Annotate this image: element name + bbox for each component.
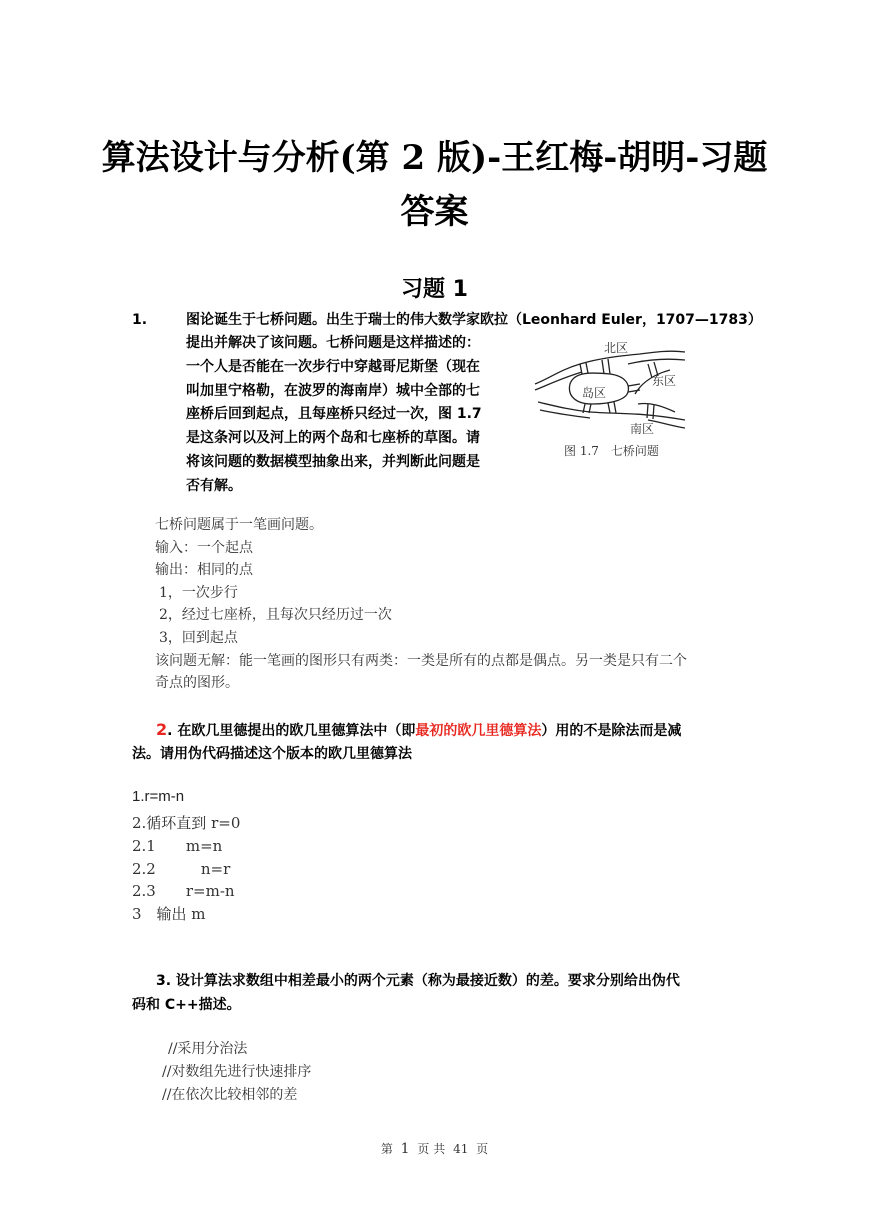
answer-line: 奇点的图形。	[155, 675, 239, 692]
figure-label-east: 东区	[652, 374, 677, 388]
q1-line: 叫加里宁格勒，在波罗的海南岸）城中全部的七	[186, 382, 480, 399]
footer-suffix: 页	[476, 1142, 489, 1156]
figure-label-south: 南区	[630, 422, 655, 436]
code-line-6: 3 输出 m	[132, 905, 206, 923]
footer-page-number: 1	[400, 1141, 410, 1157]
answer-line: 输出：相同的点	[155, 562, 253, 579]
document-title-line-1: 算法设计与分析(第 2 版)-王红梅-胡明-习题	[101, 138, 768, 178]
answer-line: 3，回到起点	[159, 629, 238, 646]
q2-text-a: . 在欧几里德提出的欧几里德算法中（即	[167, 723, 416, 739]
code-line-3: 2.1 m=n	[132, 837, 223, 855]
code-line-5: 2.3 r=m-n	[132, 882, 235, 900]
code-line-4: 2.2 n=r	[132, 860, 231, 878]
code-line-2: 2.循环直到 r=0	[132, 814, 241, 832]
code-line-1: 1.r=m-n	[132, 788, 185, 805]
q1-number: 1.	[132, 312, 148, 328]
q1-line-1: 图论诞生于七桥问题。出生于瑞士的伟大数学家欧拉（Leonhard Euler，1707—1783）	[186, 312, 762, 328]
q3-comment: //在依次比较相邻的差	[162, 1087, 298, 1103]
figure-label-north: 北区	[604, 341, 629, 355]
q2-line-1	[156, 718, 681, 744]
q3-line-2: 码和 C++描述。	[132, 997, 241, 1013]
answer-line: 输入：一个起点	[155, 539, 253, 556]
footer-middle: 页 共	[417, 1142, 446, 1156]
q1-line: 否有解。	[186, 477, 242, 494]
figure-caption: 图 1.7 七桥问题	[564, 444, 659, 458]
q1-line: 提出并解决了该问题。七桥问题是这样描述的：	[186, 335, 480, 351]
q2-text-b: ）用的不是除法而是减	[541, 723, 682, 739]
q2-number: 2	[156, 720, 168, 739]
q1-line: 是这条河以及河上的两个岛和七座桥的草图。请	[186, 430, 480, 447]
answer-line: 2，经过七座桥，且每次只经历过一次	[159, 607, 392, 624]
q2-text-highlight: 最初的欧几里德算法	[415, 723, 542, 739]
page-footer	[0, 1140, 869, 1157]
document-title-line-2: 答案	[400, 192, 469, 232]
q3-comment: //对数组先进行快速排序	[162, 1064, 312, 1080]
q2-line-2: 法。请用伪代码描述这个版本的欧几里德算法	[132, 746, 412, 762]
q1-line: 一个人是否能在一次步行中穿越哥尼斯堡（现在	[186, 358, 480, 375]
section-title: 习题 1	[401, 277, 468, 302]
footer-prefix: 第	[380, 1142, 393, 1156]
q1-answer-block	[155, 514, 687, 695]
answer-line: 七桥问题属于一笔画问题。	[155, 517, 323, 533]
q1-line: 将该问题的数据模型抽象出来，并判断此问题是	[186, 453, 480, 470]
q3-comment: //采用分治法	[168, 1041, 248, 1057]
q1-line: 座桥后回到起点，且每座桥只经过一次，图 1.7	[186, 406, 482, 423]
answer-line: 该问题无解：能一笔画的图形只有两类：一类是所有的点都是偶点。另一类是只有二个	[155, 652, 687, 669]
figure-label-island: 岛区	[582, 386, 607, 400]
answer-line: 1，一次步行	[159, 584, 238, 601]
q3-line-1: 3. 设计算法求数组中相差最小的两个元素（称为最接近数）的差。要求分别给出伪代	[156, 973, 680, 989]
q1-text-block	[186, 332, 482, 499]
footer-total-pages: 41	[453, 1142, 469, 1156]
